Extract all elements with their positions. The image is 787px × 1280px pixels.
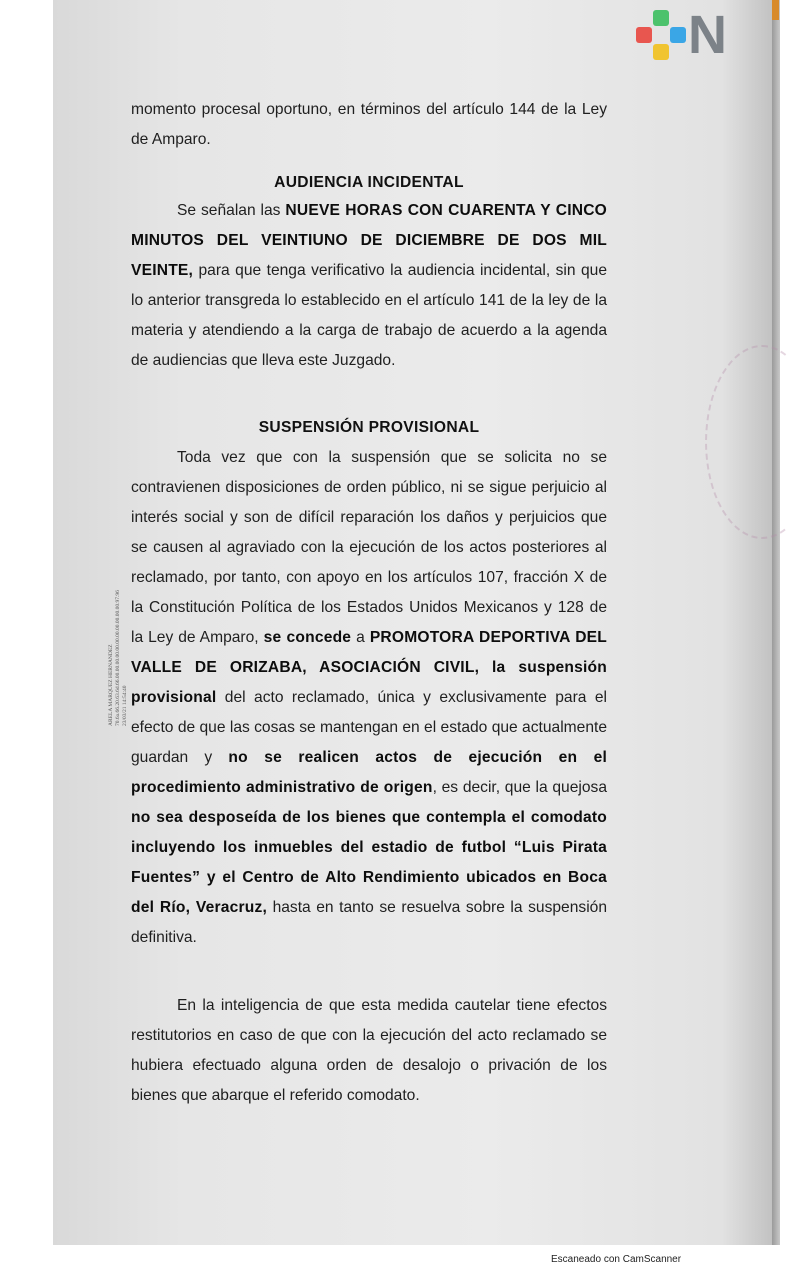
paragraph-1	[131, 95, 607, 155]
p2-bold-1: NUEVE HORAS CON CUARENTA Y CINCO MINUTOS DEL VEINTIUNO DE DICIEMBRE DE DOS MIL VEINTE,	[131, 202, 607, 279]
paragraph-4	[131, 991, 607, 1111]
p3-bold-2: PROMOTORA DEPORTIVA DEL VALLE DE ORIZABA, ASOCIACIÓN CIVIL, la suspensión provisional	[131, 629, 608, 706]
p3-bold-3: no se realicen actos de ejecución en el procedimiento administrativo de origen	[131, 749, 607, 796]
paragraph-2	[131, 196, 607, 376]
logo-square-green	[653, 10, 669, 26]
p3-text-3: del acto reclamado, única y exclusivamente para el efecto de que las cosas se mantengan en el estado que actualmente guardan y	[131, 689, 607, 766]
p3-bold-1: se concede	[263, 629, 352, 646]
heading-suspension	[131, 413, 607, 443]
paragraph-2-text	[131, 196, 607, 376]
p3-text-1: Toda vez que con la suspensión que se solicita no se contravienen disposiciones de orden público, ni se sigue perjuicio al interés social y son de difícil reparación los daños y perjuicios que se causen al agraviado con la ejecución de los actos posteriores al reclamado, por tanto, con apoyo en los artículos 107, fracción X de la Constitución Política de los Estados Unidos Mexicanos y 128 de la Ley de Amparo,	[131, 449, 607, 646]
p3-bold-4: no sea desposeída de los bienes que contempla el comodato incluyendo los inmuebles del estadio de futbol “Luis Pirata Fuentes” y el Centro de Alto Rendimiento ubicados en Boca del Río, Veracruz,	[131, 809, 607, 916]
scanner-credit: Escaneado con CamScanner	[551, 1254, 682, 1265]
paragraph-3	[131, 443, 607, 953]
p3-text-5: hasta en tanto se resuelva sobre la suspensión definitiva.	[131, 899, 607, 946]
logo-square-blue	[670, 27, 686, 43]
logo-square-yellow	[653, 44, 669, 60]
logo-letter: N	[688, 5, 725, 65]
p2-text-1: Se señalan las	[177, 202, 286, 219]
page-edge-shadow	[772, 0, 780, 1245]
p3-text-2: a	[351, 629, 370, 646]
heading-audiencia	[131, 168, 607, 198]
p2-text-2: para que tenga verificativo la audiencia incidental, sin que lo anterior transgreda lo establecido en el artículo 141 de la ley de la materia y atendiendo a la carga de trabajo de acuerdo a la agenda de audiencias que lleva este Juzgado.	[131, 262, 607, 369]
paragraph-1-text: momento procesal oportuno, en términos del artículo 144 de la Ley de Amparo.	[131, 101, 607, 148]
electronic-signature-stamp: ARELA MARQUEZ HERNANDEZ 70.6a.66.20.63.6d.66.00.00.00.00.00.00.00.00.00.00.00.97.96 23/03/21 14:54:40	[108, 590, 128, 726]
paragraph-4-text: En la inteligencia de que esta medida cautelar tiene efectos restitutorios en caso de que con la ejecución del acto reclamado se hubiera efectuado alguna orden de desalojo o privación de los bienes que abarque el referido comodato.	[131, 997, 607, 1104]
heading-audiencia-incidental: AUDIENCIA INCIDENTAL	[274, 174, 464, 191]
paragraph-3-text	[131, 443, 607, 953]
logo-square-red	[636, 27, 652, 43]
heading-suspension-provisional: SUSPENSIÓN PROVISIONAL	[258, 419, 480, 436]
news-logo	[636, 5, 740, 65]
p3-text-4: , es decir, que la quejosa	[432, 779, 607, 796]
binder-strip	[772, 0, 779, 20]
